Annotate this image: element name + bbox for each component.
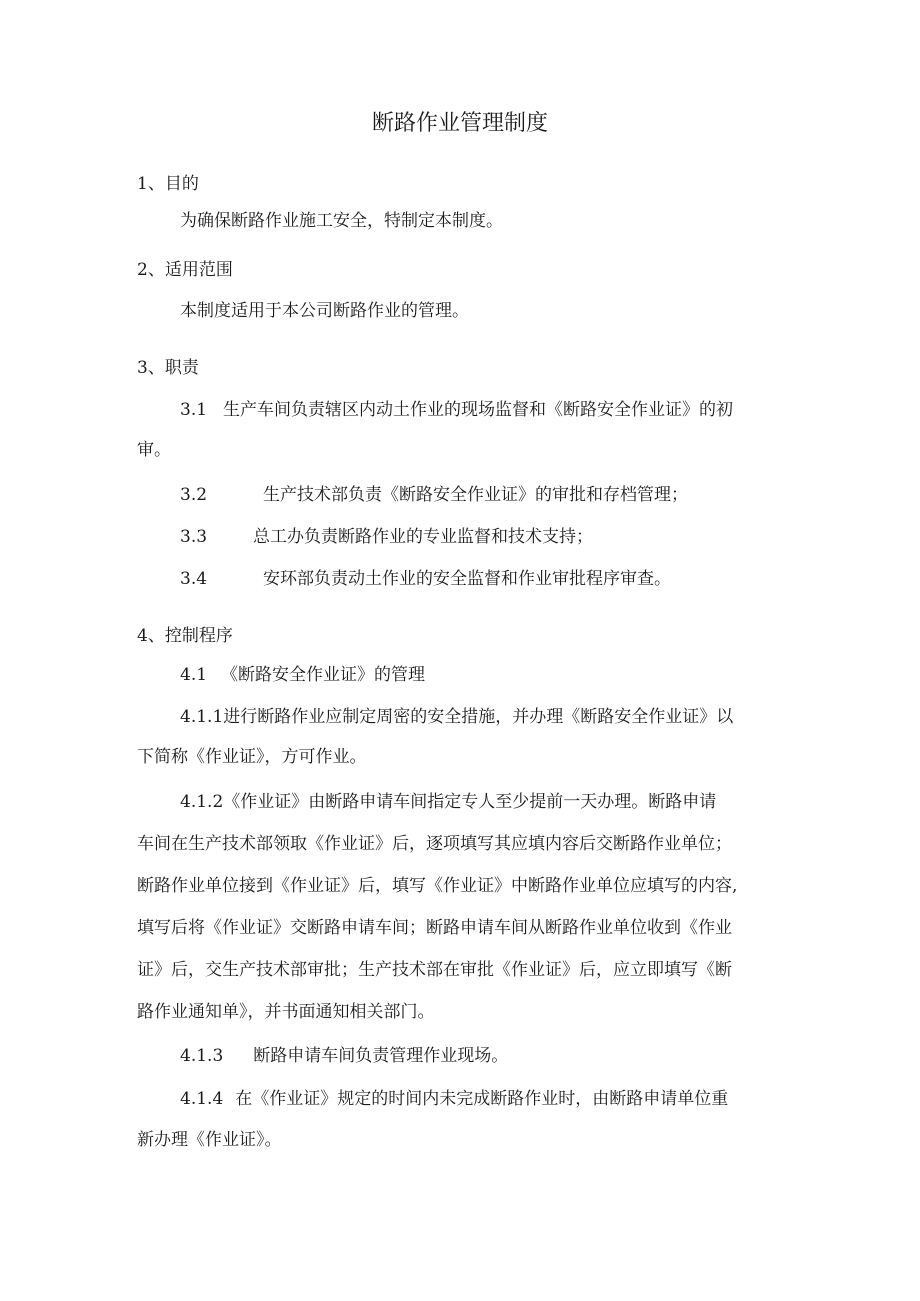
item-4-1-number: 4.1 [180,665,208,685]
section-1-heading: 1、目的 [137,174,199,194]
item-3-3-text: 总工办负责断路作业的专业监督和技术支持； [253,527,594,547]
page-title: 断路作业管理制度 [371,111,548,136]
item-4-1-3-text: 断路申请车间负责管理作业现场。 [253,1046,509,1066]
item-3-4 [180,567,671,591]
item-3-1-line2: 审。 [137,440,171,460]
item-4-1 [180,663,425,687]
item-3-3 [180,525,593,549]
section-2-heading: 2、适用范围 [137,260,233,280]
item-4-1-4-line1 [180,1087,728,1111]
item-4-1-2-line2: 车间在生产技术部领取《作业证》后，逐项填写其应填内容后交断路作业单位； [137,834,732,854]
item-4-1-4-text: 在《作业证》规定的时间内未完成断路作业时，由断路申请单位重 [235,1089,729,1109]
item-3-1-text: 生产车间负责辖区内动土作业的现场监督和《断路安全作业证》的初 [223,400,734,420]
section-3-heading: 3、职责 [137,358,199,378]
item-3-2-text: 生产技术部负责《断路安全作业证》的审批和存档管理； [263,485,689,505]
item-4-1-1-line2: 下简称《作业证》，方可作业。 [137,747,367,767]
section-2-text: 本制度适用于本公司断路作业的管理。 [180,301,469,321]
item-4-1-1-line1: 4.1.1进行断路作业应制定周密的安全措施，并办理《断路安全作业证》以 [180,707,734,727]
item-4-1-2-line4: 填写后将《作业证》交断路申请车间；断路申请车间从断路作业单位收到《作业 [137,918,732,938]
item-3-2-number: 3.2 [180,485,208,505]
item-4-1-3 [180,1044,508,1068]
item-4-1-2-line3: 断路作业单位接到《作业证》后，填写《作业证》中断路作业单位应填写的内容, [137,876,738,896]
item-3-3-number: 3.3 [180,527,208,547]
item-3-4-text: 安环部负责动土作业的安全监督和作业审批程序审查。 [263,569,672,589]
item-4-1-4-line2: 新办理《作业证》。 [137,1130,282,1150]
item-4-1-3-number: 4.1.3 [180,1046,224,1066]
item-4-1-text: 《断路安全作业证》的管理 [221,665,426,685]
item-4-1-4-number: 4.1.4 [180,1089,224,1109]
item-3-1-line1 [180,398,733,422]
item-3-1-number: 3.1 [180,400,208,420]
item-4-1-2-line6: 路作业通知单》，并书面通知相关部门。 [137,1002,435,1022]
item-4-1-2-line5: 证》后，交生产技术部审批；生产技术部在审批《作业证》后，应立即填写《断 [137,960,732,980]
section-4-heading: 4、控制程序 [137,626,233,646]
section-1-text: 为确保断路作业施工安全，特制定本制度。 [180,211,503,231]
item-3-4-number: 3.4 [180,569,208,589]
item-4-1-2-line1: 4.1.2《作业证》由断路申请车间指定专人至少提前一天办理。断路申请 [180,792,717,812]
item-3-2 [180,483,688,507]
